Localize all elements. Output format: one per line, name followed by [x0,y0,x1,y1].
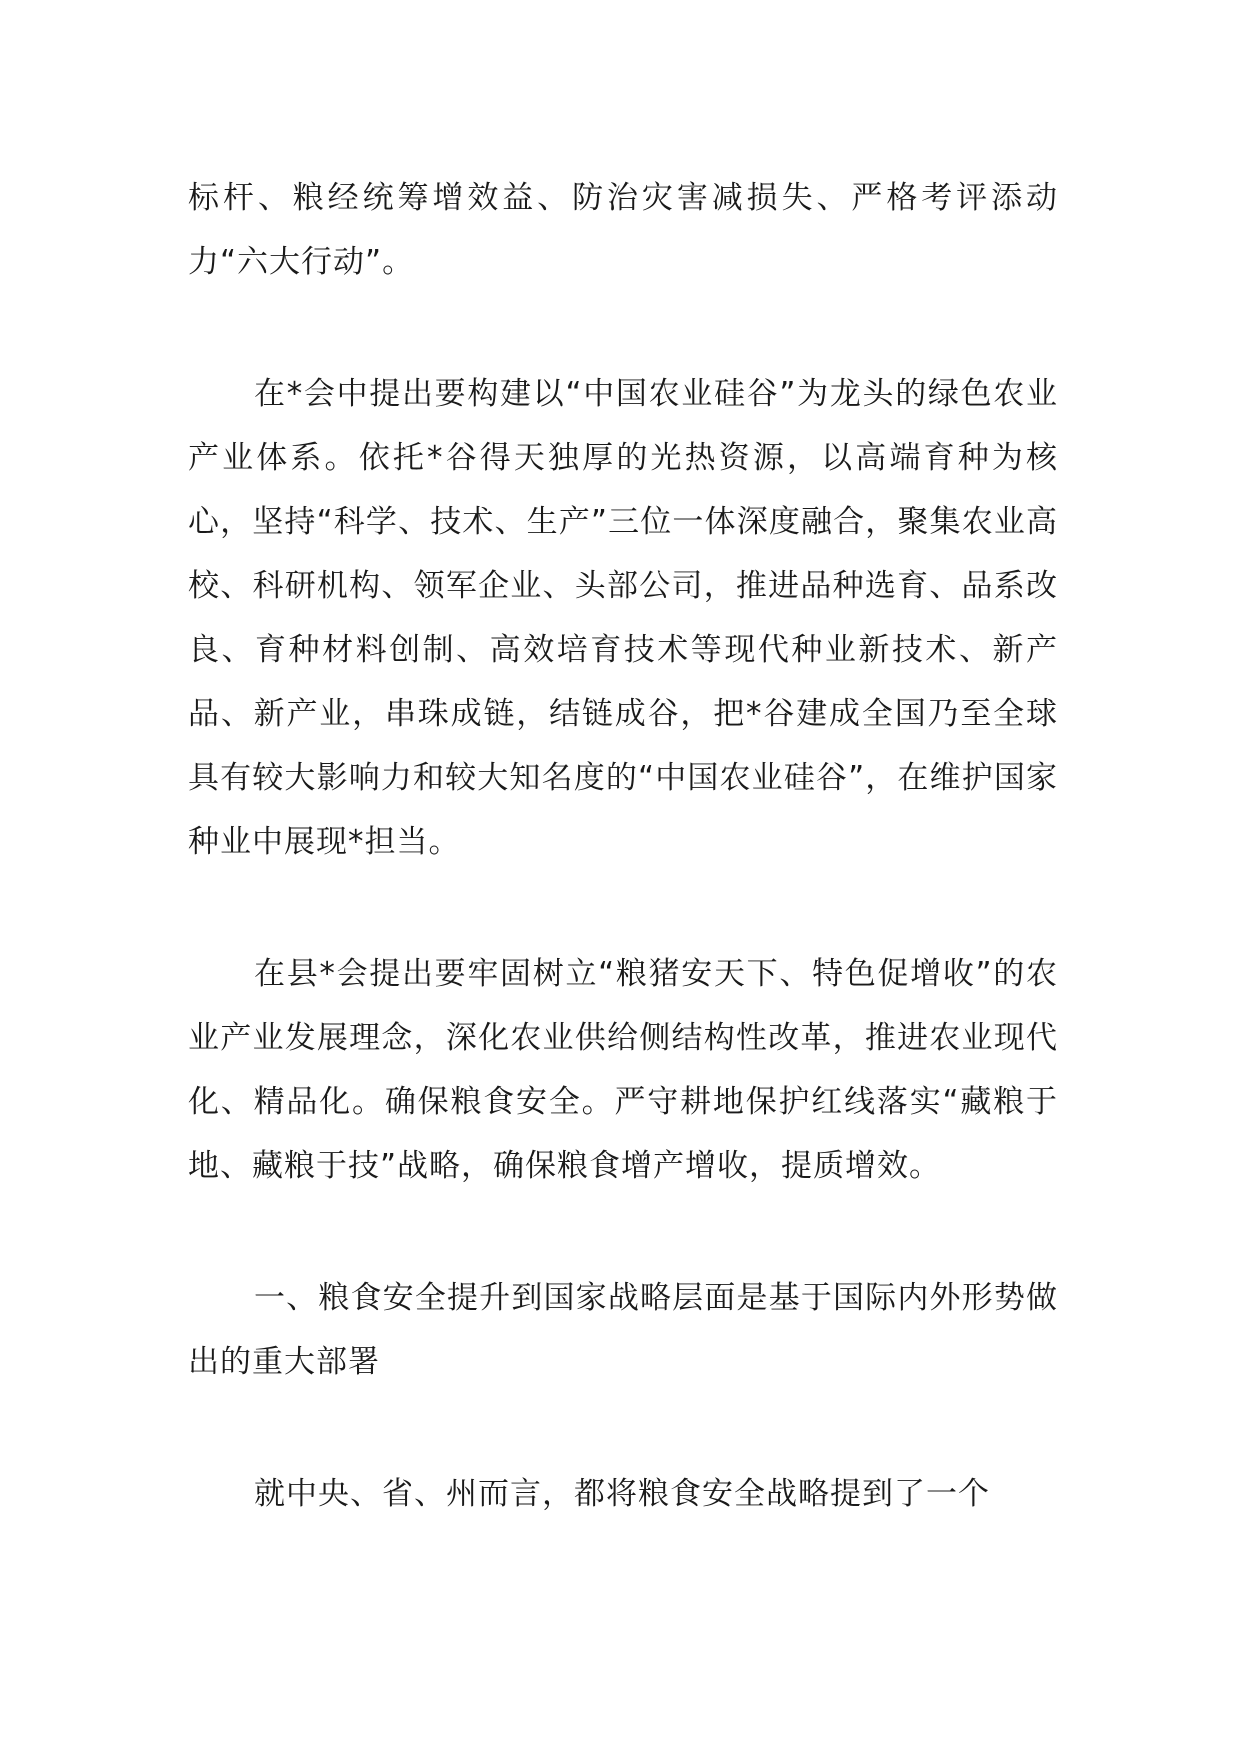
paragraph-county-meeting: 在县*会提出要牢固树立“粮猪安天下、特色促增收”的农业产业发展理念，深化农业供给侧结构性改革，推进农业现代化、精品化。确保粮食安全。严守耕地保护红线落实“藏粮于地、藏粮于技”战略，确保粮食增产增收，提质增效。 [188,956,1058,1184]
paragraph-spacer [188,1198,1058,1266]
paragraph-agri-silicon-valley: 在*会中提出要构建以“中国农业硅谷”为龙头的绿色农业产业体系。依托*谷得天独厚的光热资源，以高端育种为核心，坚持“科学、技术、生产”三位一体深度融合，聚集农业高校、科研机构、领军企业、头部公司，推进品种选育、品系改良、育种材料创制、高效培育技术等现代种业新技术、新产品、新产业，串珠成链，结链成谷，把*谷建成全国乃至全球具有较大影响力和较大知名度的“中国农业硅谷”，在维护国家种业中展现*担当。 [188,376,1058,860]
paragraph-continuation: 标杆、粮经统筹增效益、防治灾害减损失、严格考评添动力“六大行动”。 [188,180,1058,280]
paragraph-spacer [188,294,1058,362]
paragraph-spacer [188,874,1058,942]
paragraph-spacer [188,1394,1058,1462]
document-body [188,166,1058,1526]
section-heading-one: 一、粮食安全提升到国家战略层面是基于国际内外形势做出的重大部署 [188,1280,1058,1380]
paragraph-food-security: 就中央、省、州而言，都将粮食安全战略提到了一个 [254,1476,990,1512]
